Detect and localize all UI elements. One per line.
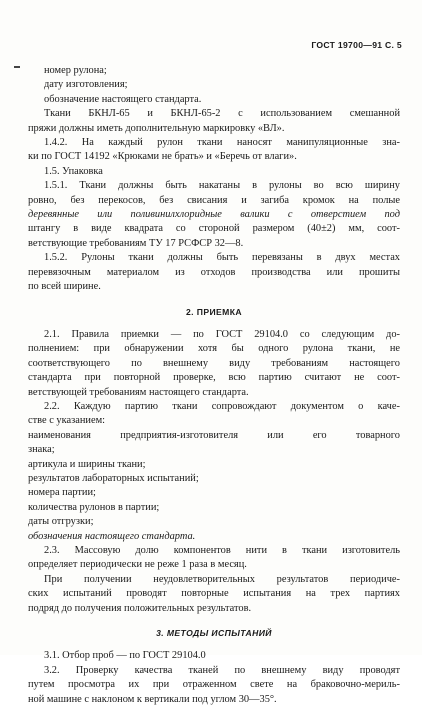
text-line: дату изготовления;	[44, 79, 128, 91]
text-line: штангу в виде квадрата со стороной размером (40±2) мм, соот-	[28, 223, 400, 235]
text-line: стандарта при повторной проверке, всю партию считают не соот-	[28, 372, 400, 384]
text-line: перевязочным материалом из отходов производства или прошиты	[28, 266, 400, 278]
text-line: ветствующей требованиям настоящего стандарта.	[28, 386, 249, 398]
text-line: ских испытаний проводят повторные испытания на трех партиях	[28, 588, 400, 600]
text-line: При получении неудовлетворительных результатов периодиче-	[44, 573, 400, 585]
text-line: полнением: при обнаружении хотя бы одного рулона ткани, не	[28, 343, 400, 355]
text-line: ной машине с наклоном к вертикали под углом 30—35°.	[28, 693, 277, 705]
list-item: артикула и ширины ткани;	[28, 458, 146, 470]
text-line: пряжи должны иметь дополнительную маркировку «ВЛ».	[28, 122, 285, 134]
text-line: ки по ГОСТ 14192 «Крюками не брать» и «Беречь от влаги».	[28, 151, 297, 163]
section-heading: 2. ПРИЕМКА	[186, 306, 242, 317]
text-line: обозначение настоящего стандарта.	[44, 93, 202, 105]
text-line: наименования предприятия-изготовителя или его товарного	[28, 429, 400, 441]
list-item: результатов лабораторных испытаний;	[28, 472, 199, 484]
text-line: 3.2. Проверку качества тканей по внешнему виду проводят	[44, 664, 400, 676]
text-line: Ткани БКНЛ-65 и БКНЛ-65-2 с использованием смешанной	[44, 108, 400, 120]
text-line: деревянные или поливинилхлоридные валики с отверстием под	[28, 209, 400, 221]
text-line: ровно, без перекосов, без свисания и загиба кромок на полые	[28, 194, 400, 206]
text-line: ветствующие требованиям ТУ 17 РСФСР 32—8.	[28, 237, 244, 249]
list-item: количества рулонов в партии;	[28, 501, 160, 513]
list-item: обозначения настоящего стандарта.	[28, 530, 196, 542]
text-line: путем просмотра их при отраженном свете на браковочно-мериль-	[28, 679, 400, 691]
text-line: соответствующего по внешнему виду требованиям настоящего	[28, 357, 400, 369]
text-line: 2.3. Массовую долю компонентов нити в ткани изготовитель	[44, 545, 400, 556]
text-line: номер рулона;	[44, 65, 107, 76]
text-line: 2.2. Каждую партию ткани сопровождают документом о каче-	[44, 400, 400, 412]
text-line: 1.4.2. На каждый рулон ткани наносят манипуляционные зна-	[44, 137, 400, 149]
text-line: 2.1. Правила приемки — по ГОСТ 29104.0 со следующим до-	[44, 328, 400, 340]
text-line: 1.5.1. Ткани должны быть накатаны в рулоны во всю ширину	[44, 180, 400, 192]
text-line: 1.5.2. Рулоны ткани должны быть перевязаны в двух местах	[44, 252, 400, 264]
list-item: номера партии;	[28, 487, 96, 499]
document-body	[28, 64, 400, 707]
margin-mark	[14, 66, 20, 68]
list-item: даты отгрузки;	[28, 516, 94, 528]
text-line: стве с указанием:	[28, 415, 106, 427]
subsection-heading: 1.5. Упаковка	[44, 165, 103, 177]
text-line: по всей ширине.	[28, 281, 101, 293]
page-header: ГОСТ 19700—91 С. 5	[311, 40, 402, 50]
text-line: знака;	[28, 444, 55, 456]
section-heading: 3. МЕТОДЫ ИСПЫТАНИЙ	[156, 628, 272, 639]
text-line: определяет периодически не реже 1 раза в месяц.	[28, 559, 247, 571]
text-line: подряд до получения положительных результатов.	[28, 602, 252, 614]
text-line: 3.1. Отбор проб — по ГОСТ 29104.0	[44, 650, 206, 662]
